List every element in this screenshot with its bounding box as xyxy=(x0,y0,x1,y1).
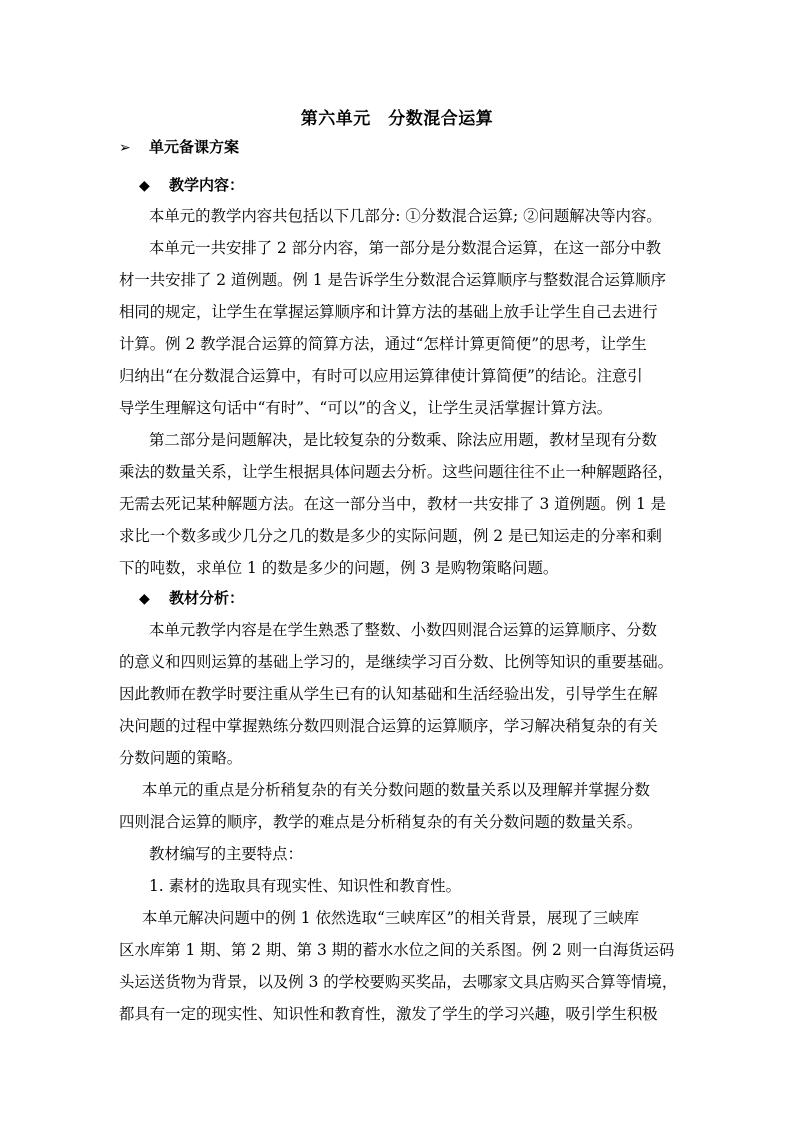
paragraph-line: 乘法的数量关系，让学生根据具体问题去分析。这些问题往往不止一种解题路径， xyxy=(119,463,674,481)
paragraph-line: 归纳出“在分数混合运算中，有时可以应用运算律使计算简便”的结论。注意引 xyxy=(119,367,643,385)
paragraph-line: 决问题的过程中掌握熟练分数四则混合运算的运算顺序，学习解决稍复杂的有关 xyxy=(119,717,658,735)
diamond-bullet-icon: ◆ xyxy=(139,178,150,194)
paragraph-line: 分数问题的策略。 xyxy=(119,749,243,767)
subheading-material-analysis xyxy=(139,588,244,609)
paragraph-line: 的意义和四则运算的基础上学习的，是继续学习百分数、比例等知识的重要基础。 xyxy=(119,653,674,671)
diamond-bullet-icon: ◆ xyxy=(139,591,150,607)
paragraph-line: 本单元教学内容是在学生熟悉了整数、小数四则混合运算的运算顺序、分数 xyxy=(149,621,657,639)
paragraph-line: 四则混合运算的顺序，教学的难点是分析稍复杂的有关分数问题的数量关系。 xyxy=(119,813,643,831)
paragraph-line: 1. 素材的选取具有现实性、知识性和教育性。 xyxy=(149,877,461,895)
paragraph-line: 因此教师在教学时要注重从学生已有的认知基础和生活经验出发，引导学生在解 xyxy=(119,685,658,703)
section-heading-text: 单元备课方案 xyxy=(149,138,240,156)
paragraph-line: 求比一个数多或少几分之几的数是多少的实际问题，例 2 是已知运走的分率和剩 xyxy=(119,527,662,545)
paragraph-line: 导学生理解这句话中“有时”、“可以”的含义，让学生灵活掌握计算方法。 xyxy=(119,399,613,417)
paragraph-line: 区水库第 1 期、第 2 期、第 3 期的蓄水水位之间的关系图。例 2 则一白海货运码 xyxy=(119,941,675,959)
subheading-teaching-content xyxy=(139,175,244,196)
paragraph-line: 相同的规定，让学生在掌握运算顺序和计算方法的基础上放手让学生自己去进行 xyxy=(119,303,658,321)
paragraph-line: 本单元解决问题中的例 1 依然选取“三峡库区”的相关背景，展现了三峡库 xyxy=(142,909,640,927)
paragraph-line: 计算。例 2 教学混合运算的简算方法，通过“怎样计算更简便”的思考，让学生 xyxy=(119,335,647,353)
paragraph-line: 无需去死记某种解题方法。在这一部分当中，教材一共安排了 3 道例题。例 1 是 xyxy=(119,495,667,513)
arrow-bullet-icon: ➢ xyxy=(119,140,131,156)
paragraph-line: 头运送货物为背景，以及例 3 的学校要购买奖品，去哪家文具店购买合算等情境， xyxy=(119,973,678,991)
subheading-text: 教材分析： xyxy=(169,589,245,607)
paragraph-line: 都具有一定的现实性、知识性和教育性，激发了学生的学习兴趣，吸引学生积极 xyxy=(119,1005,658,1023)
paragraph-line: 下的吨数，求单位 1 的数是多少的问题，例 3 是购物策略问题。 xyxy=(119,559,559,577)
paragraph-line: 本单元的重点是分析稍复杂的有关分数问题的数量关系以及理解并掌握分数 xyxy=(142,781,650,799)
page-title: 第六单元 分数混合运算 xyxy=(300,109,494,129)
section-heading xyxy=(119,137,239,158)
paragraph-line: 教材编写的主要特点： xyxy=(149,845,303,863)
paragraph-line: 第二部分是问题解决，是比较复杂的分数乘、除法应用题，教材呈现有分数 xyxy=(149,431,657,449)
paragraph-line: 本单元一共安排了 2 部分内容，第一部分是分数混合运算，在这一部分中教 xyxy=(149,239,662,257)
paragraph-line: 本单元的教学内容共包括以下几部分: ①分数混合运算; ②问题解决等内容。 xyxy=(149,207,662,225)
paragraph-line: 材一共安排了 2 道例题。例 1 是告诉学生分数混合运算顺序与整数混合运算顺序 xyxy=(119,271,667,289)
subheading-text: 教学内容： xyxy=(169,176,245,194)
